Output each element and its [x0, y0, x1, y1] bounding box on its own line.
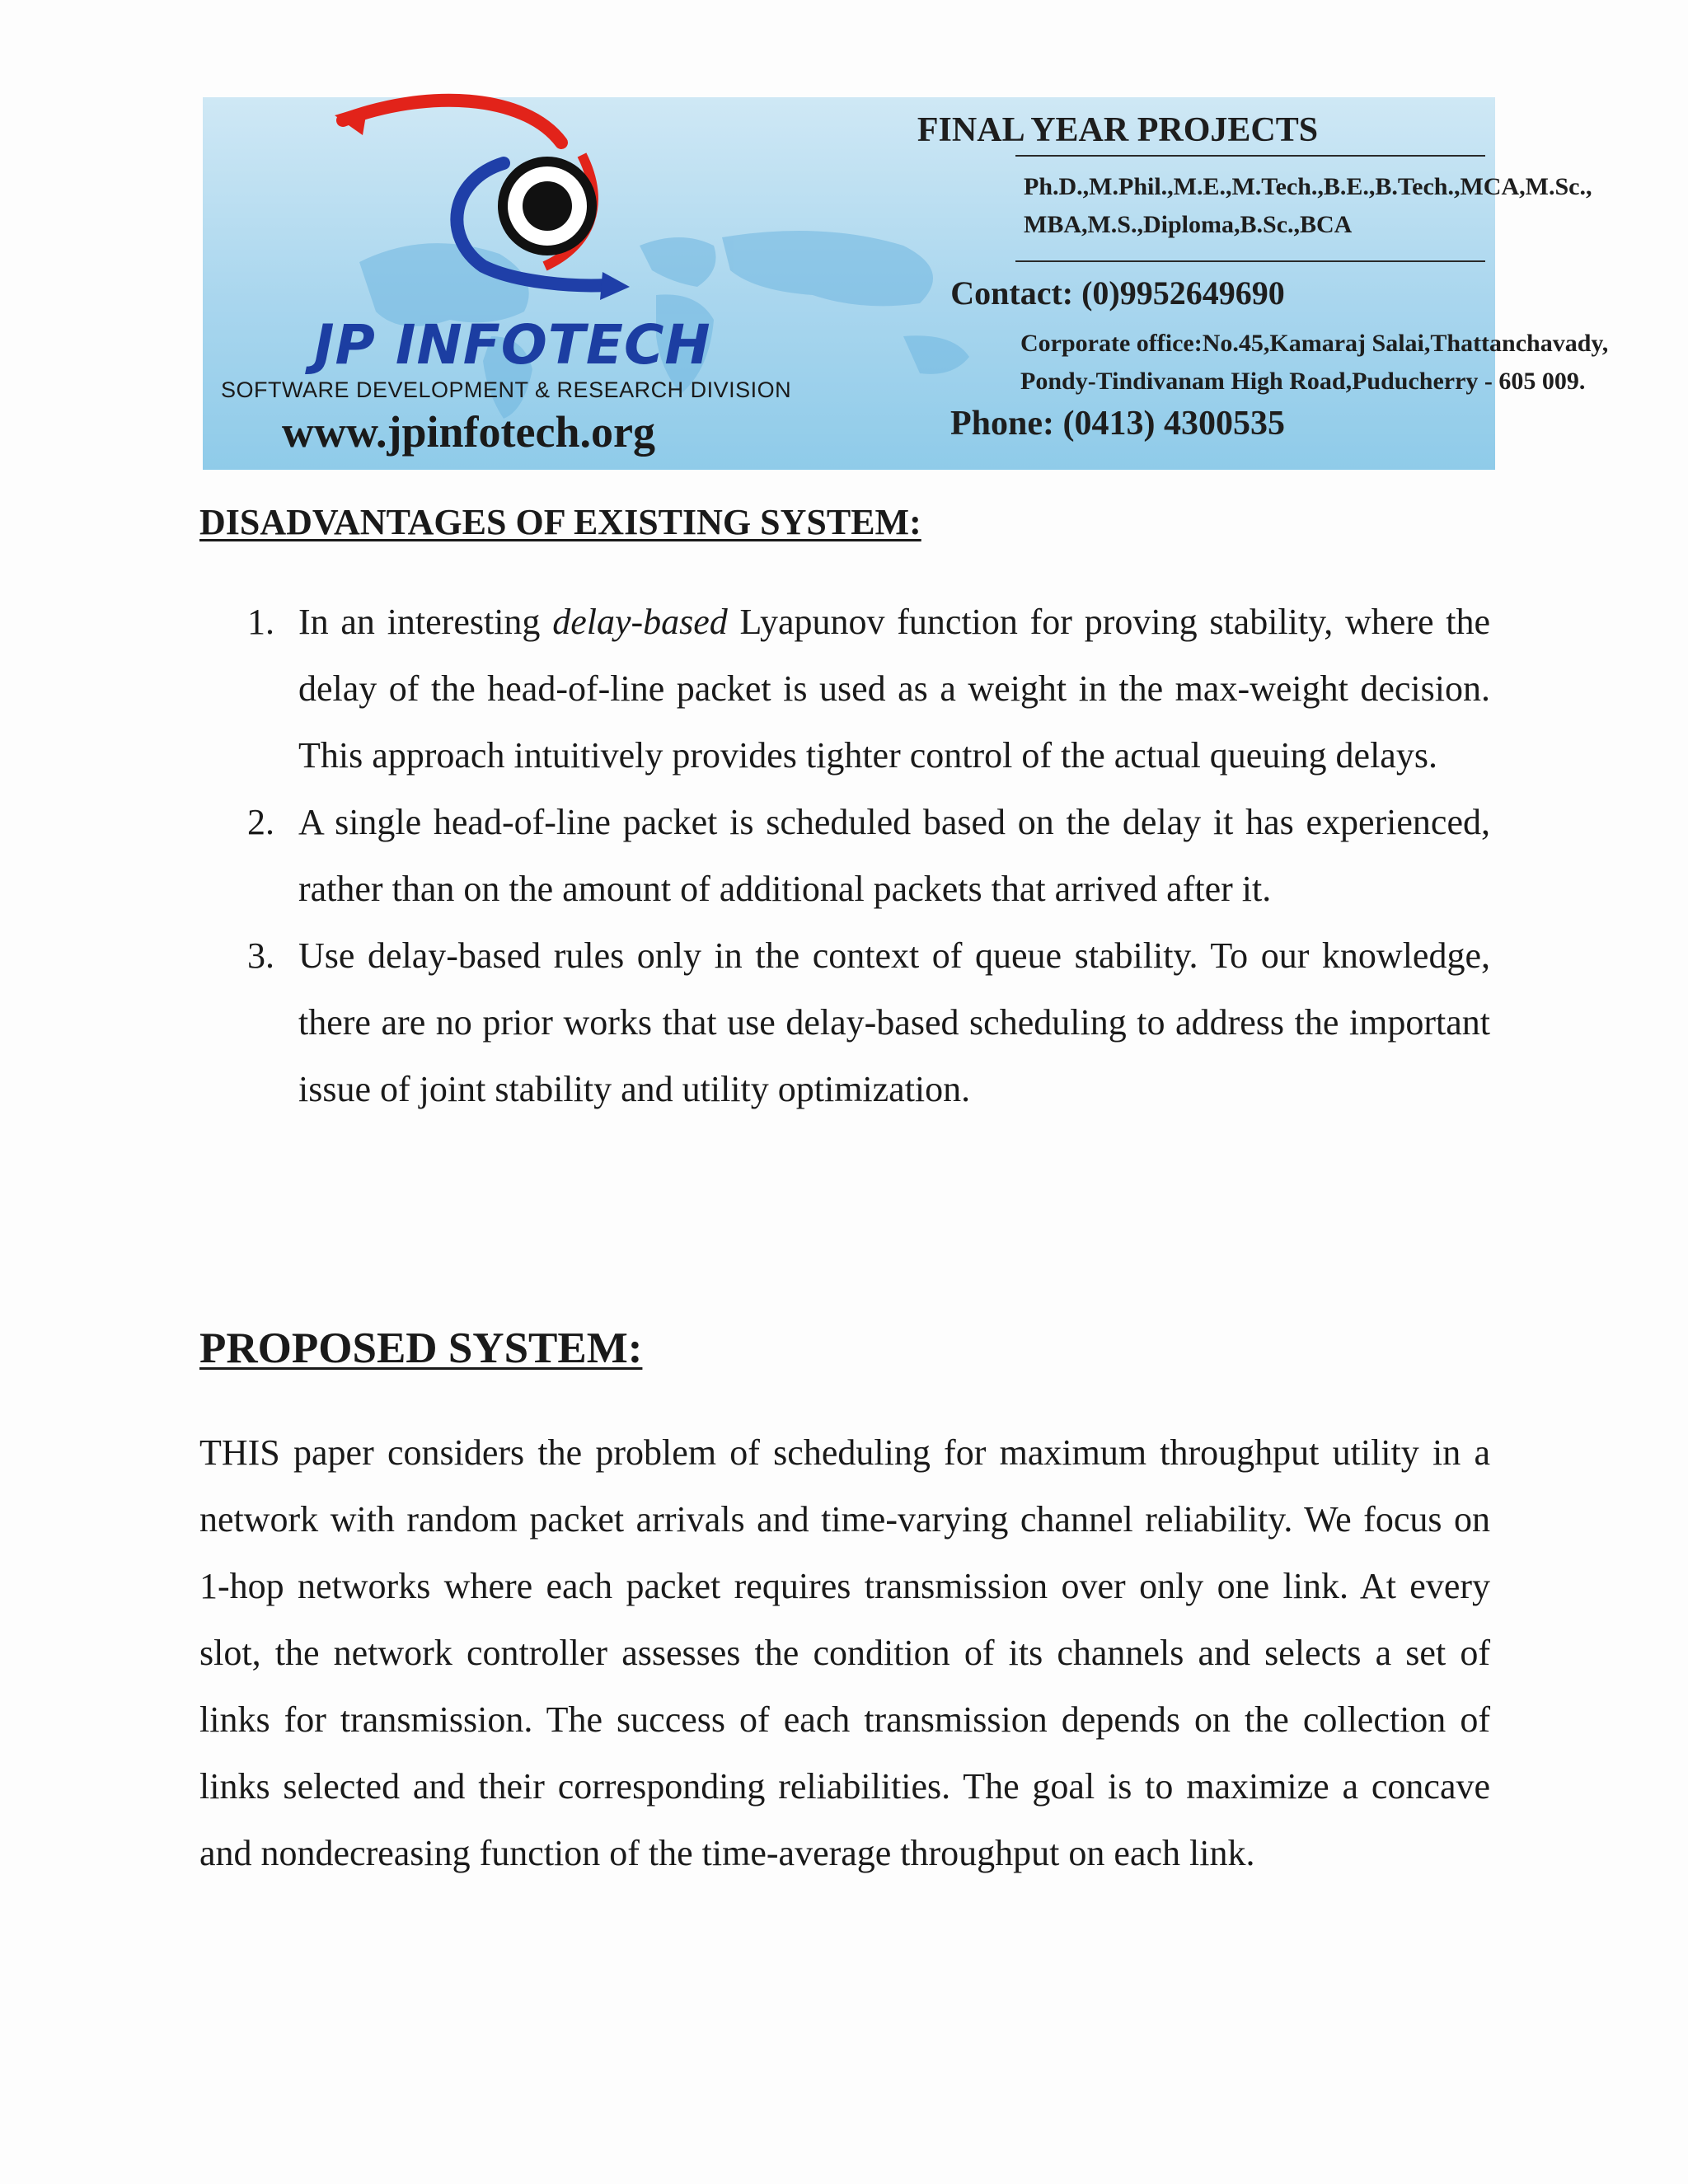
disadvantages-heading: DISADVANTAGES OF EXISTING SYSTEM: [199, 502, 921, 542]
banner-title: FINAL YEAR PROJECTS [917, 111, 1319, 149]
brand-tagline: SOFTWARE DEVELOPMENT & RESEARCH DIVISION [221, 377, 792, 402]
header-banner [203, 97, 1609, 470]
list-number: 3. [247, 935, 274, 976]
list-emphasis: delay-based [552, 602, 728, 642]
address-line: Pondy-Tindivanam High Road,Puducherry - 605 009. [1020, 368, 1586, 395]
list-item [247, 789, 1490, 922]
list-item [247, 588, 1490, 789]
banner-divider [1015, 260, 1485, 262]
degrees-list [1024, 168, 1592, 244]
proposed-paragraph: THIS paper considers the problem of scheduling for maximum throughput utility in a network with random packet arrivals and time-varying channel reliability. We focus on 1-hop networks where each packet requires transmission over only one link. At every slot, the network controller assesses the condition of its channels and selects a set of links for transmission. The success of each transmission depends on the collection of links selected and their corresponding reliabilities. The goal is to maximize a concave and nondecreasing function of the time-average throughput on each link. [199, 1432, 1490, 1873]
office-address [1020, 325, 1608, 401]
list-text: A single head-of-line packet is scheduled based on the delay it has experienced, rather than on the amount of additional packets that arrived after it. [298, 802, 1490, 909]
list-text: Use delay-based rules only in the context of queue stability. To our knowledge, there are no prior works that use delay-based scheduling to address the important issue of joint stability and utility optimization. [298, 935, 1490, 1109]
contact-number: Contact: (0)9952649690 [950, 274, 1285, 312]
list-item [247, 922, 1490, 1122]
list-number: 1. [247, 602, 274, 642]
website-link[interactable]: www.jpinfotech.org [282, 407, 655, 457]
banner-info-panel [814, 97, 1609, 470]
disadvantages-list [247, 588, 1490, 1122]
phone-number: Phone: (0413) 4300535 [950, 405, 1285, 443]
address-line: Corporate office:No.45,Kamaraj Salai,Thattanchavady, [1020, 330, 1609, 357]
degrees-line: MBA,M.S.,Diploma,B.Sc.,BCA [1024, 211, 1353, 238]
jp-infotech-logo-icon [326, 97, 673, 320]
list-text: Lyapunov function for proving stability, where the delay of the head-of-line packet is used as a weight in the max-weight decision. This approach intuitively provides tighter control of the actual queuing delays. [298, 602, 1491, 776]
proposed-heading: PROPOSED SYSTEM: [199, 1324, 643, 1372]
brand-name: JP INFOTECH [314, 313, 711, 377]
degrees-line: Ph.D.,M.Phil.,M.E.,M.Tech.,B.E.,B.Tech.,MCA,M.Sc., [1024, 173, 1592, 200]
banner-divider [1015, 155, 1485, 157]
list-number: 2. [247, 802, 274, 842]
list-text: In an interesting [298, 602, 553, 642]
